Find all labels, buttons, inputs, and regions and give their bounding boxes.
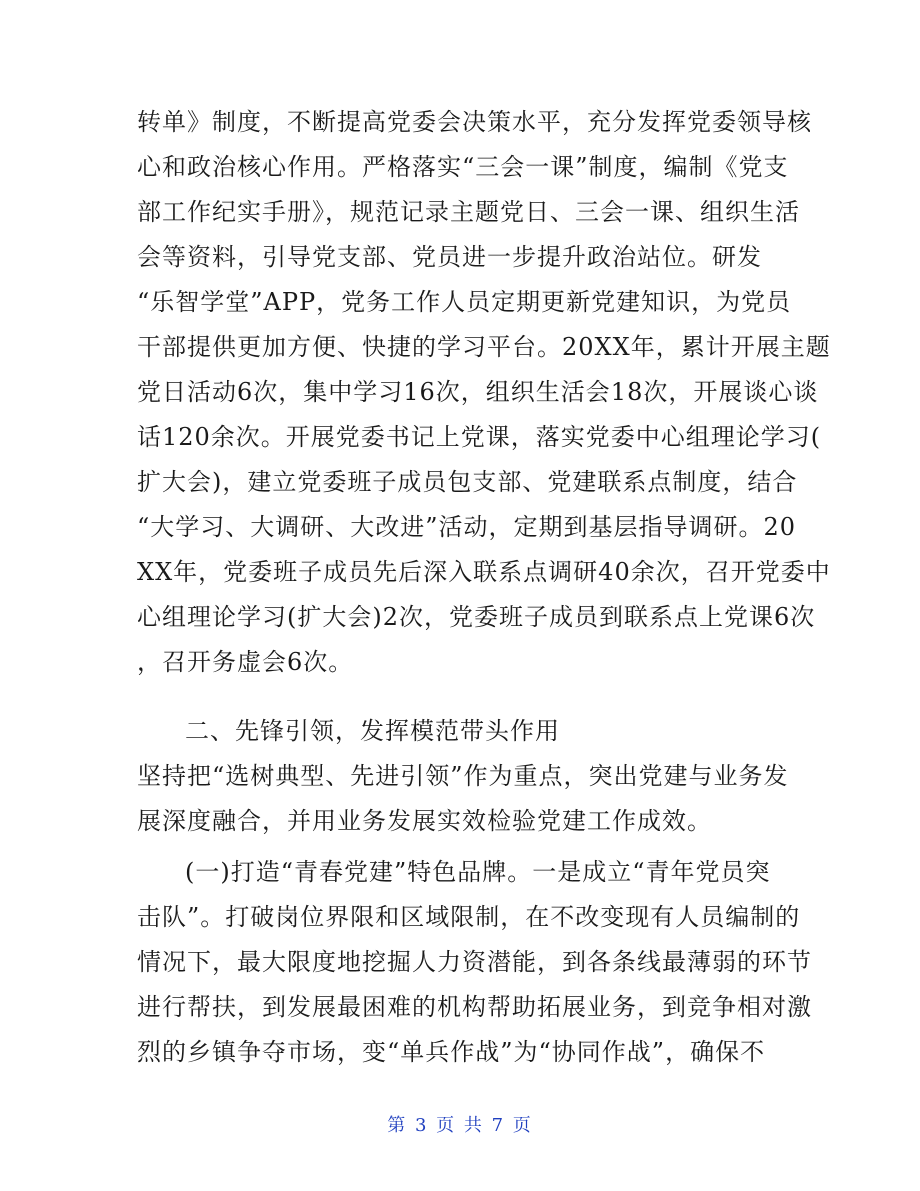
paragraph-line: 话120余次。开展党委书记上党课，落实党委中心组理论学习( xyxy=(137,423,822,451)
paragraph-line: 干部提供更加方便、快捷的学习平台。20XX年，累计开展主题 xyxy=(137,333,831,361)
paragraph-line: 击队”。打破岗位界限和区域限制，在不改变现有人员编制的 xyxy=(137,903,801,931)
paragraph-line: 进行帮扶，到发展最困难的机构帮助拓展业务，到竞争相对激 xyxy=(137,993,812,1021)
paragraph-line: 烈的乡镇争夺市场，变“单兵作战”为“协同作战”，确保不 xyxy=(137,1038,766,1066)
page-number-footer: 第 3 页 共 7 页 xyxy=(387,1115,533,1136)
paragraph-line: 转单》制度，不断提高党委会决策水平，充分发挥党委领导核 xyxy=(137,108,812,136)
paragraph-line: 扩大会)，建立党委班子成员包支部、党建联系点制度，结合 xyxy=(137,468,798,496)
paragraph-line: “乐智学堂”APP，党务工作人员定期更新党建知识，为党员 xyxy=(137,288,792,316)
paragraph-line: 部工作纪实手册》，规范记录主题党日、三会一课、组织生活 xyxy=(137,198,800,226)
paragraph-line: 坚持把“选树典型、先进引领”作为重点，突出党建与业务发 xyxy=(137,762,789,790)
paragraph-line: (一)打造“青春党建”特色品牌。一是成立“青年党员突 xyxy=(185,858,771,886)
paragraph-line: 展深度融合，并用业务发展实效检验党建工作成效。 xyxy=(137,807,712,835)
paragraph-line: 会等资料，引导党支部、党员进一步提升政治站位。研发 xyxy=(137,243,762,271)
paragraph-line: 心组理论学习(扩大会)2次，党委班子成员到联系点上党课6次 xyxy=(137,603,816,631)
paragraph-line: 情况下，最大限度地挖掘人力资潜能，到各条线最薄弱的环节 xyxy=(137,948,812,976)
paragraph-line: 党日活动6次，集中学习16次，组织生活会18次，开展谈心谈 xyxy=(137,378,819,406)
paragraph-line: XX年，党委班子成员先后深入联系点调研40余次，召开党委中 xyxy=(137,558,831,586)
paragraph-line: 心和政治核心作用。严格落实“三会一课”制度，编制《党支 xyxy=(137,153,789,181)
paragraph-line: “大学习、大调研、大改进”活动，定期到基层指导调研。20 xyxy=(137,513,797,541)
section-heading: 二、先锋引领，发挥模范带头作用 xyxy=(185,717,560,745)
paragraph-line: ，召开务虚会6次。 xyxy=(137,648,354,676)
